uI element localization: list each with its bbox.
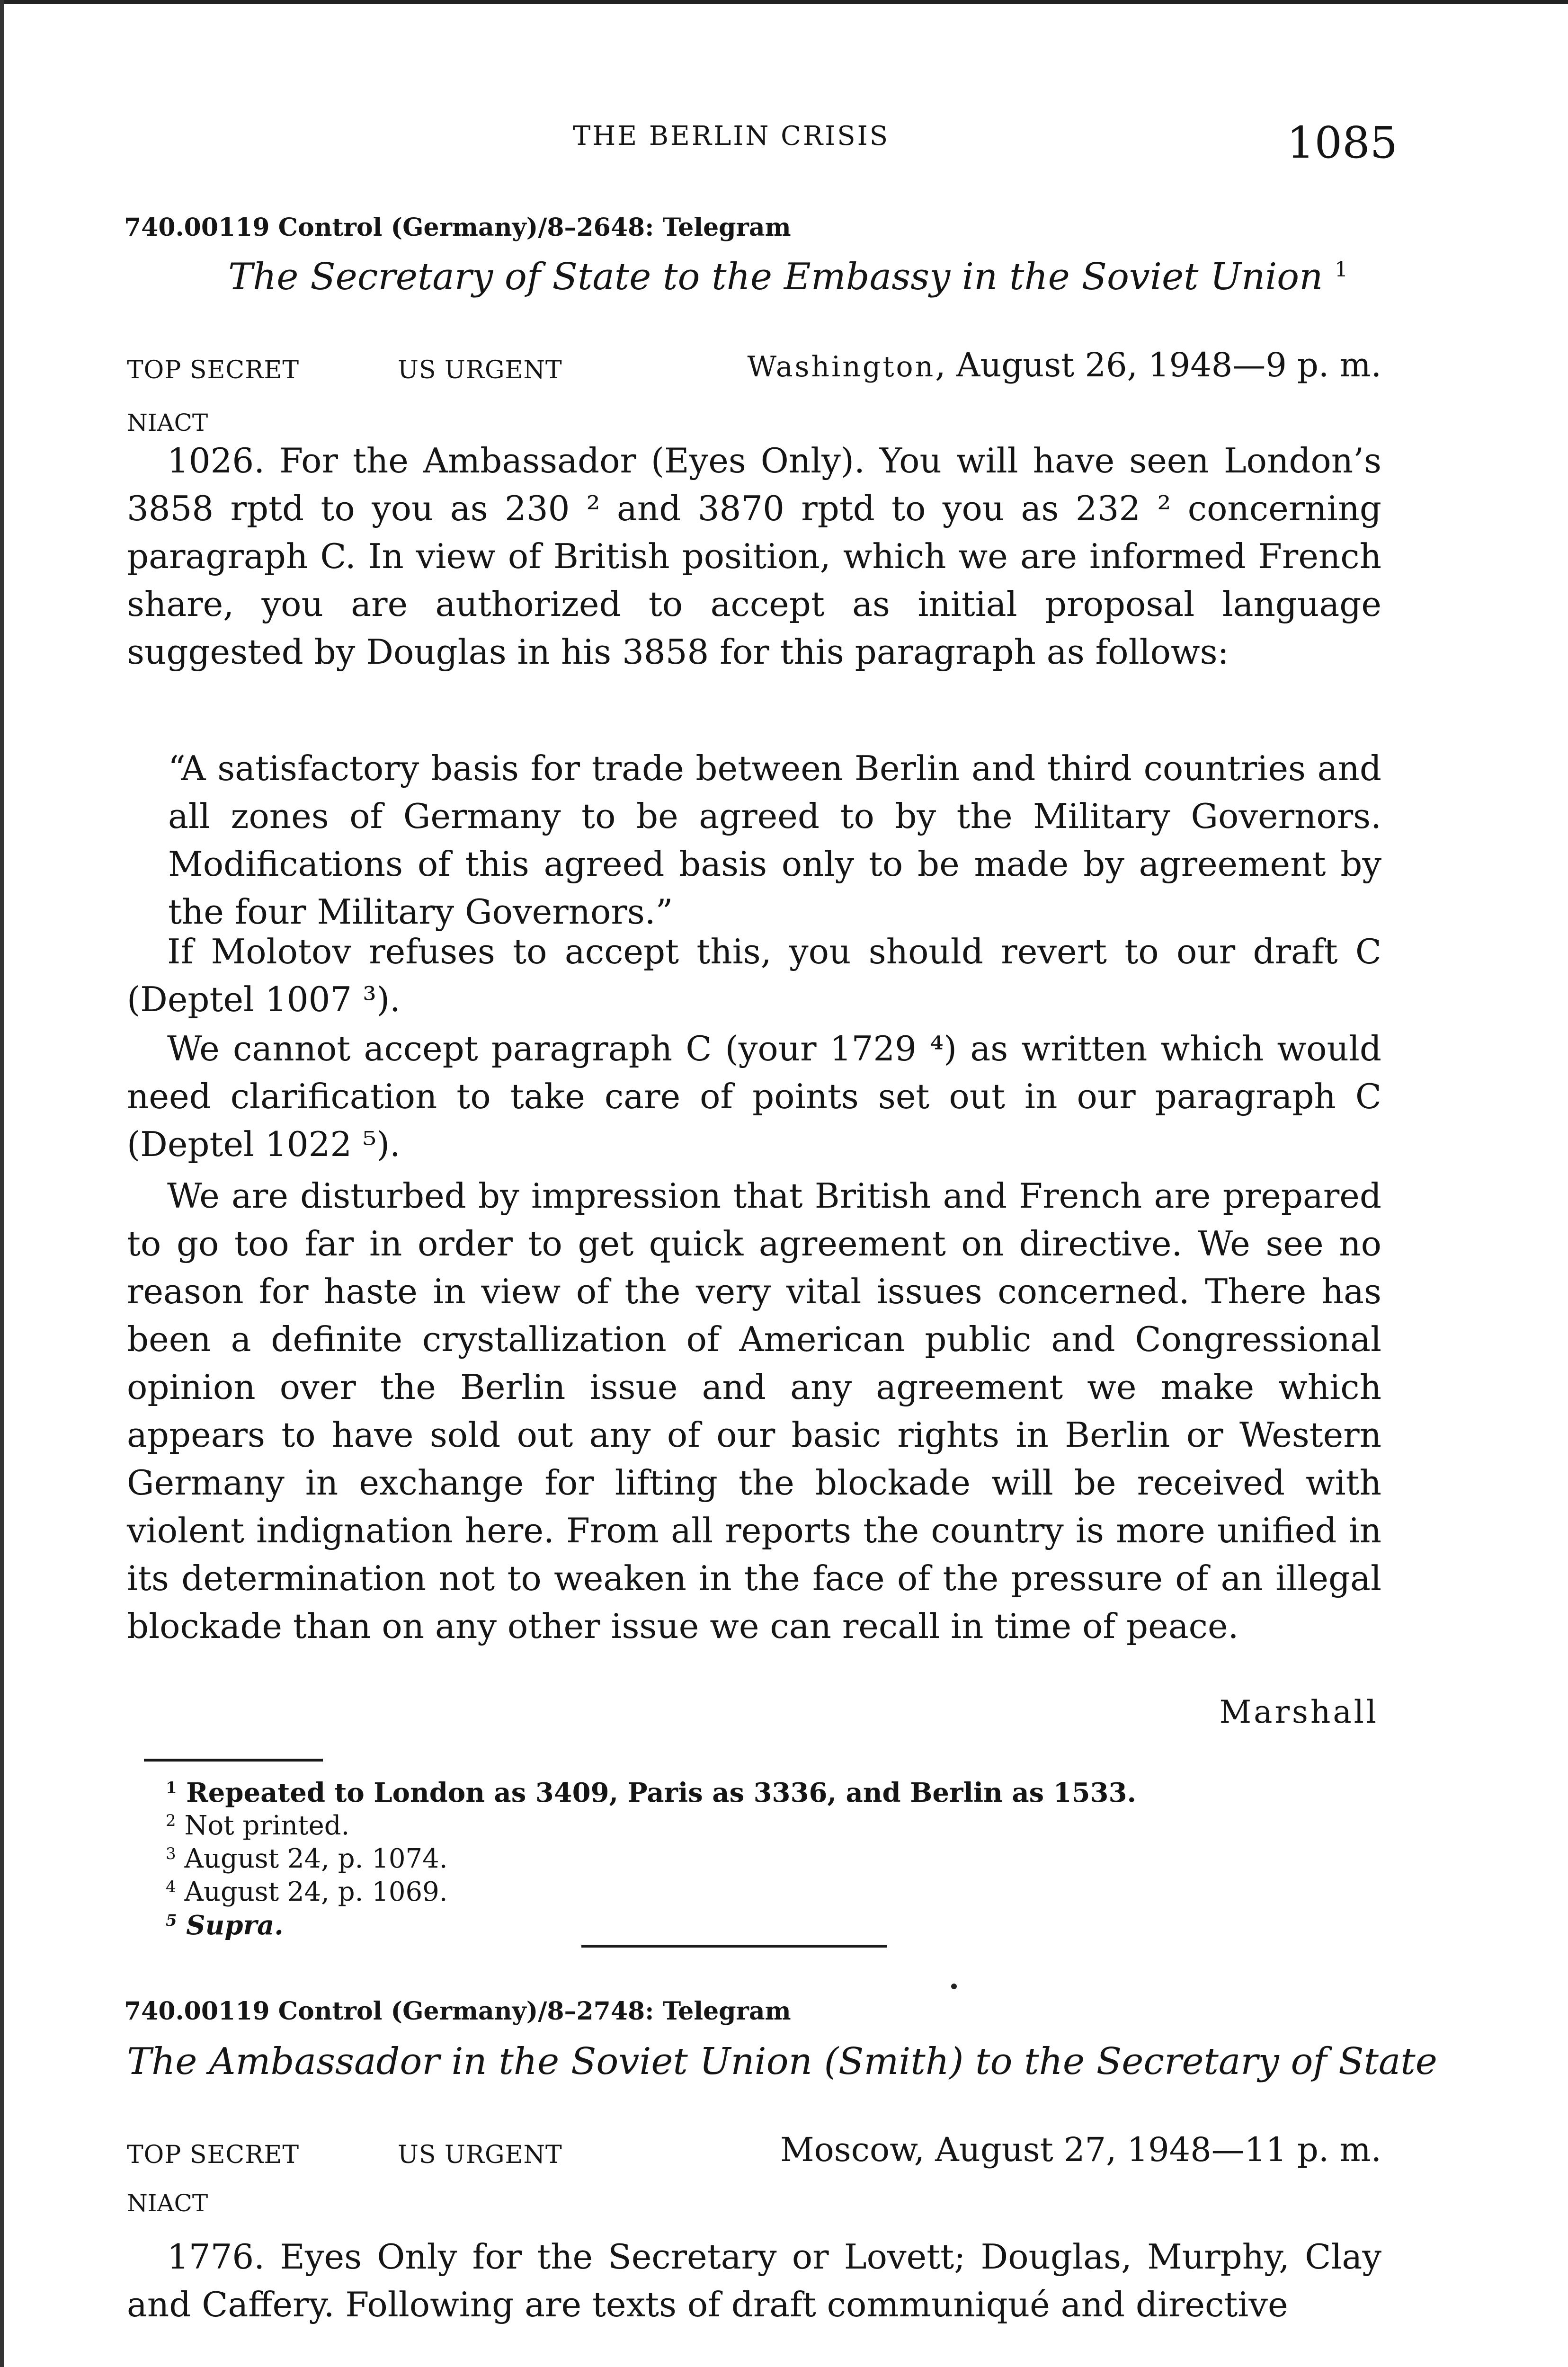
- handling-instruction: NIACT: [127, 2189, 208, 2217]
- footnote-text: Repeated to London as 3409, Paris as 3336, and Berlin as 1533.: [186, 1777, 1136, 1808]
- body-paragraph: If Molotov refuses to accept this, you should revert to our draft C (Deptel 1007 ³).: [127, 932, 1381, 1019]
- section-divider: [581, 1945, 887, 1948]
- footnote-mark: 4: [166, 1878, 176, 1896]
- signature: Marshall: [1219, 1694, 1379, 1730]
- running-head: THE BERLIN CRISIS: [573, 121, 890, 151]
- footnote-text: August 24, p. 1074.: [184, 1843, 448, 1874]
- footnote: [166, 1909, 1136, 1942]
- quoted-language: “A satisfactory basis for trade between Berlin and third countries and all zones of Germany to be agreed to by the Military Governors. Modifications of this agreed basis only to be made by agreement by the four Military Governors.”: [168, 748, 1381, 932]
- handling-instruction: NIACT: [127, 409, 208, 436]
- page-top-edge: [0, 0, 1568, 4]
- footnote-rule: [144, 1759, 323, 1762]
- footnote: [166, 1776, 1136, 1809]
- dateline-date: , August 26, 1948—9 p. m.: [935, 346, 1381, 384]
- body-paragraph: We cannot accept paragraph C (your 1729 ⁴) as written which would need clarification to take care of points set out in our paragraph C (Deptel 1022 ⁵).: [127, 1029, 1381, 1164]
- footnote-text: August 24, p. 1069.: [184, 1877, 448, 1907]
- document-title-text: The Secretary of State to the Embassy in the Soviet Union: [228, 256, 1323, 298]
- footnote-mark: 1: [166, 1779, 177, 1797]
- footnote-mark: 2: [166, 1811, 176, 1830]
- footnote: [166, 1842, 1136, 1876]
- dateline: Moscow, August 27, 1948—11 p. m.: [780, 2130, 1381, 2169]
- footnote-text: Supra.: [186, 1910, 284, 1941]
- body-paragraph: We are disturbed by impression that British and French are prepared to go too far in order to get quick agreement on directive. We see no reason for haste in view of the very vital issues concerned. There has been a definite crystallization of American public and Congressional opinion over the Berlin issue and any agreement we make which appears to have sold out any of our basic rights in Berlin or Western Germany in exchange for lifting the blockade will be received with violent indignation here. From all reports the country is more unified in its determination not to weaken in the face of the pressure of an illegal blockade than on any other issue we can recall in time of peace.: [127, 1176, 1381, 1646]
- footnote: [166, 1809, 1136, 1842]
- page-number: 1085: [1287, 117, 1398, 168]
- footnote-text: Not printed.: [184, 1810, 350, 1841]
- footnotes: [166, 1776, 1136, 1942]
- document-title: The Ambassador in the Soviet Union (Smith) to the Secretary of State: [127, 2040, 1437, 2083]
- dateline-place: Washington: [747, 350, 935, 383]
- dateline: [747, 346, 1381, 384]
- file-reference: 740.00119 Control (Germany)/8–2648: Telegram: [124, 213, 791, 242]
- file-reference: 740.00119 Control (Germany)/8–2748: Telegram: [124, 1997, 791, 2026]
- priority: US URGENT: [398, 356, 562, 384]
- footnote-mark: 3: [166, 1844, 176, 1863]
- classification: TOP SECRET: [127, 2141, 299, 2169]
- document-title: [228, 256, 1348, 298]
- page-left-edge: [0, 0, 4, 2367]
- title-footnote-mark: 1: [1335, 258, 1348, 282]
- classification-line: [127, 2130, 1381, 2173]
- classification-line: [127, 346, 1381, 388]
- footnote-mark: 5: [166, 1911, 177, 1930]
- ink-dot: [951, 1984, 957, 1989]
- priority: US URGENT: [398, 2141, 562, 2169]
- classification: TOP SECRET: [127, 356, 299, 384]
- body-paragraph: 1776. Eyes Only for the Secretary or Lovett; Douglas, Murphy, Clay and Caffery. Following are texts of draft communiqué and directive: [127, 2237, 1381, 2324]
- footnote: [166, 1876, 1136, 1909]
- body-paragraph: 1026. For the Ambassador (Eyes Only). You will have seen London’s 3858 rptd to you as 230 ² and 3870 rptd to you as 232 ² concerning paragraph C. In view of British position, which we are informed French share, you are authorized to accept as initial proposal language suggested by Douglas in his 3858 for this paragraph as follows:: [127, 441, 1381, 672]
